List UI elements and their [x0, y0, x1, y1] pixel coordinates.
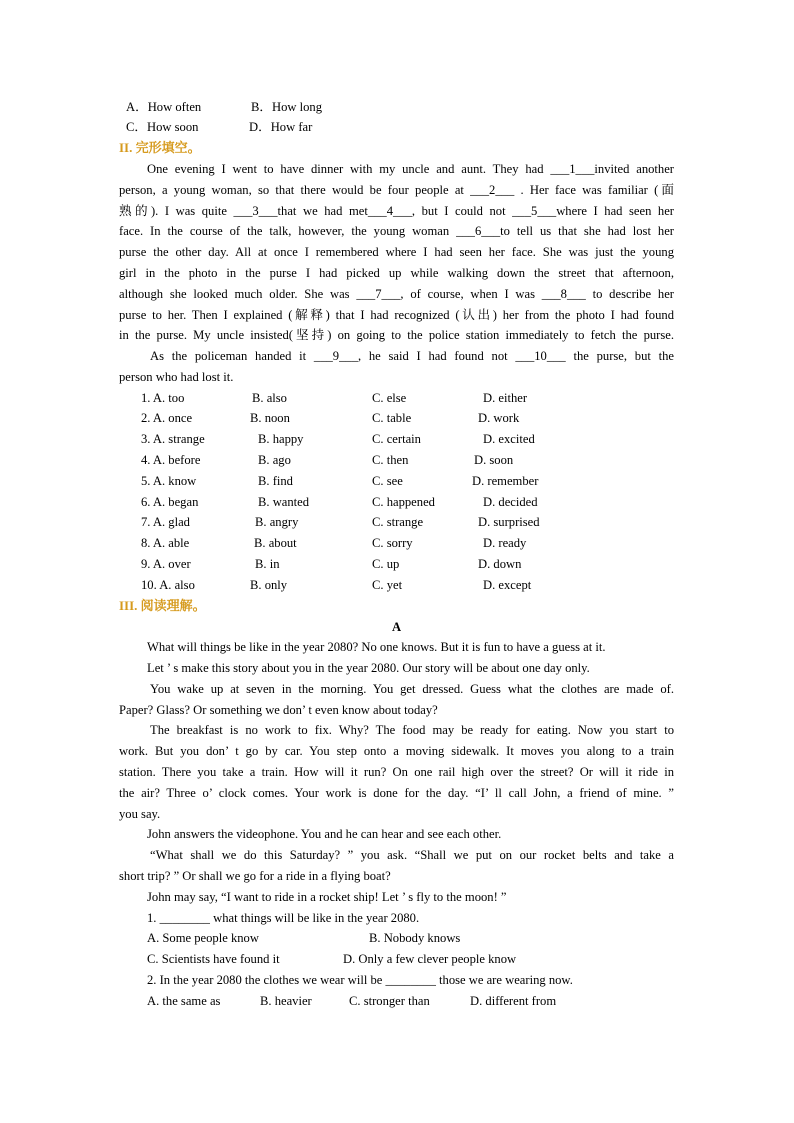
option-text: D. soon [474, 453, 514, 467]
option-text: 7. A. glad [141, 515, 190, 529]
option-text: D. Only a few clever people know [343, 952, 517, 966]
passage-line: station. There you take a train. How will it run? On one rail high over the street? Or will it ride in [119, 765, 674, 779]
option-text: D. except [483, 578, 532, 592]
passage-line: Paper? Glass? Or something we don’ t even know about today? [119, 703, 438, 717]
option-text: B. angry [255, 515, 299, 529]
option-text: B. ago [258, 453, 291, 467]
option-text: C. certain [372, 432, 421, 446]
option-text: 1. A. too [141, 391, 185, 405]
option-text: 2. A. once [141, 411, 193, 425]
option-text: C. then [372, 453, 409, 467]
question-stem: 2. In the year 2080 the clothes we wear will be ________ those we are wearing now. [147, 973, 573, 987]
option-text: B. noon [250, 411, 290, 425]
section-heading-reading: III. 阅读理解。 [119, 598, 206, 613]
question-stem: 1. ________ what things will be like in the year 2080. [147, 911, 420, 925]
option-text: C. sorry [372, 536, 413, 550]
option-text: 3. A. strange [141, 432, 205, 446]
option-text: 9. A. over [141, 557, 191, 571]
option-text: C. else [372, 391, 407, 405]
passage-line: “What shall we do this Saturday? ” you ask. “Shall we put on our rocket belts and take a [150, 848, 674, 862]
passage-line: girl in the photo in the purse I had picked up while walking down the street that afternoon, [119, 266, 674, 280]
option-a: A．How often [126, 100, 202, 114]
option-text: C. yet [372, 578, 403, 592]
option-text: B. only [250, 578, 288, 592]
option-text: C. stronger than [349, 994, 430, 1008]
option-text: B. also [252, 391, 287, 405]
option-text: D. remember [472, 474, 539, 488]
passage-line: 熟的). I was quite ___3___that we had met___4___, but I could not ___5___where I had seen her [119, 204, 674, 218]
option-text: D. down [478, 557, 522, 571]
passage-line: Let ’ s make this story about you in the year 2080. Our story will be about one day only. [147, 661, 590, 675]
passage-line: face. In the course of the talk, however, the young woman ___6___to tell us that she had lost her [119, 224, 674, 238]
passage-line: What will things be like in the year 2080? No one knows. But it is fun to have a guess at it. [147, 640, 606, 654]
option-text: 5. A. know [141, 474, 197, 488]
option-text: A. Some people know [147, 931, 259, 945]
option-text: C. up [372, 557, 400, 571]
passage-line: The breakfast is no work to fix. Why? The food may be ready for eating. Now you start to [150, 723, 674, 737]
passage-line: work. But you don’ t go by car. You step onto a moving sidewalk. It moves you along to a train [119, 744, 674, 758]
option-text: B. in [255, 557, 280, 571]
option-text: D. either [483, 391, 528, 405]
option-text: C. table [372, 411, 412, 425]
passage-line: One evening I went to have dinner with my uncle and aunt. They had ___1___invited another [147, 162, 674, 176]
passage-line: in the purse. My uncle insisted(坚持) on going to the police station immediately to fetch the purse. [119, 328, 674, 342]
option-text: B. heavier [260, 994, 312, 1008]
option-text: 8. A. able [141, 536, 190, 550]
passage-line: John may say, “I want to ride in a rocket ship! Let ’ s fly to the moon! ” [147, 890, 507, 904]
option-text: B. find [258, 474, 293, 488]
option-text: C. strange [372, 515, 424, 529]
option-c: C．How soon [126, 120, 199, 134]
passage-line: person, a young woman, so that there would be four people at ___2___ . Her face was familiar (面 [119, 183, 674, 197]
option-b: B．How long [251, 100, 323, 114]
passage-line: You wake up at seven in the morning. You get dressed. Guess what the clothes are made of. [150, 682, 674, 696]
section-heading-cloze: II. 完形填空。 [119, 140, 201, 155]
passage-title: A [391, 620, 402, 634]
passage-line: although she looked much older. She was ___7___, of course, when I was ___8___ to describe her [119, 287, 674, 301]
option-text: B. happy [258, 432, 304, 446]
option-text: D. different from [470, 994, 557, 1008]
option-text: 6. A. began [141, 495, 199, 509]
option-text: 4. A. before [141, 453, 201, 467]
option-text: D. ready [483, 536, 527, 550]
passage-line: person who had lost it. [119, 370, 234, 384]
option-text: C. happened [372, 495, 435, 509]
passage-line: the air? Three o’ clock comes. Your work is done for the day. “I’ ll call John, a friend of mine. ” [119, 786, 674, 800]
option-text: 10. A. also [141, 578, 195, 592]
option-text: B. wanted [258, 495, 310, 509]
option-text: D. excited [483, 432, 535, 446]
passage-line: purse to her. Then I explained (解释) that I had recognized (认出) her from the photo I had found [119, 308, 674, 322]
option-text: D. surprised [478, 515, 540, 529]
passage-line: purse the other day. All at once I remembered where I had seen her face. She was just the young [119, 245, 674, 259]
passage-line: short trip? ” Or shall we go for a ride in a flying boat? [119, 869, 391, 883]
passage-line: As the policeman handed it ___9___, he said I had found not ___10___ the purse, but the [150, 349, 674, 363]
option-text: B. about [254, 536, 297, 550]
option-d: D．How far [249, 120, 313, 134]
option-text: C. Scientists have found it [147, 952, 280, 966]
option-text: D. work [478, 411, 520, 425]
option-text: C. see [372, 474, 403, 488]
option-text: A. the same as [147, 994, 221, 1008]
passage-line: you say. [119, 807, 161, 821]
passage-line: John answers the videophone. You and he can hear and see each other. [147, 827, 502, 841]
option-text: D. decided [483, 495, 538, 509]
option-text: B. Nobody knows [369, 931, 461, 945]
